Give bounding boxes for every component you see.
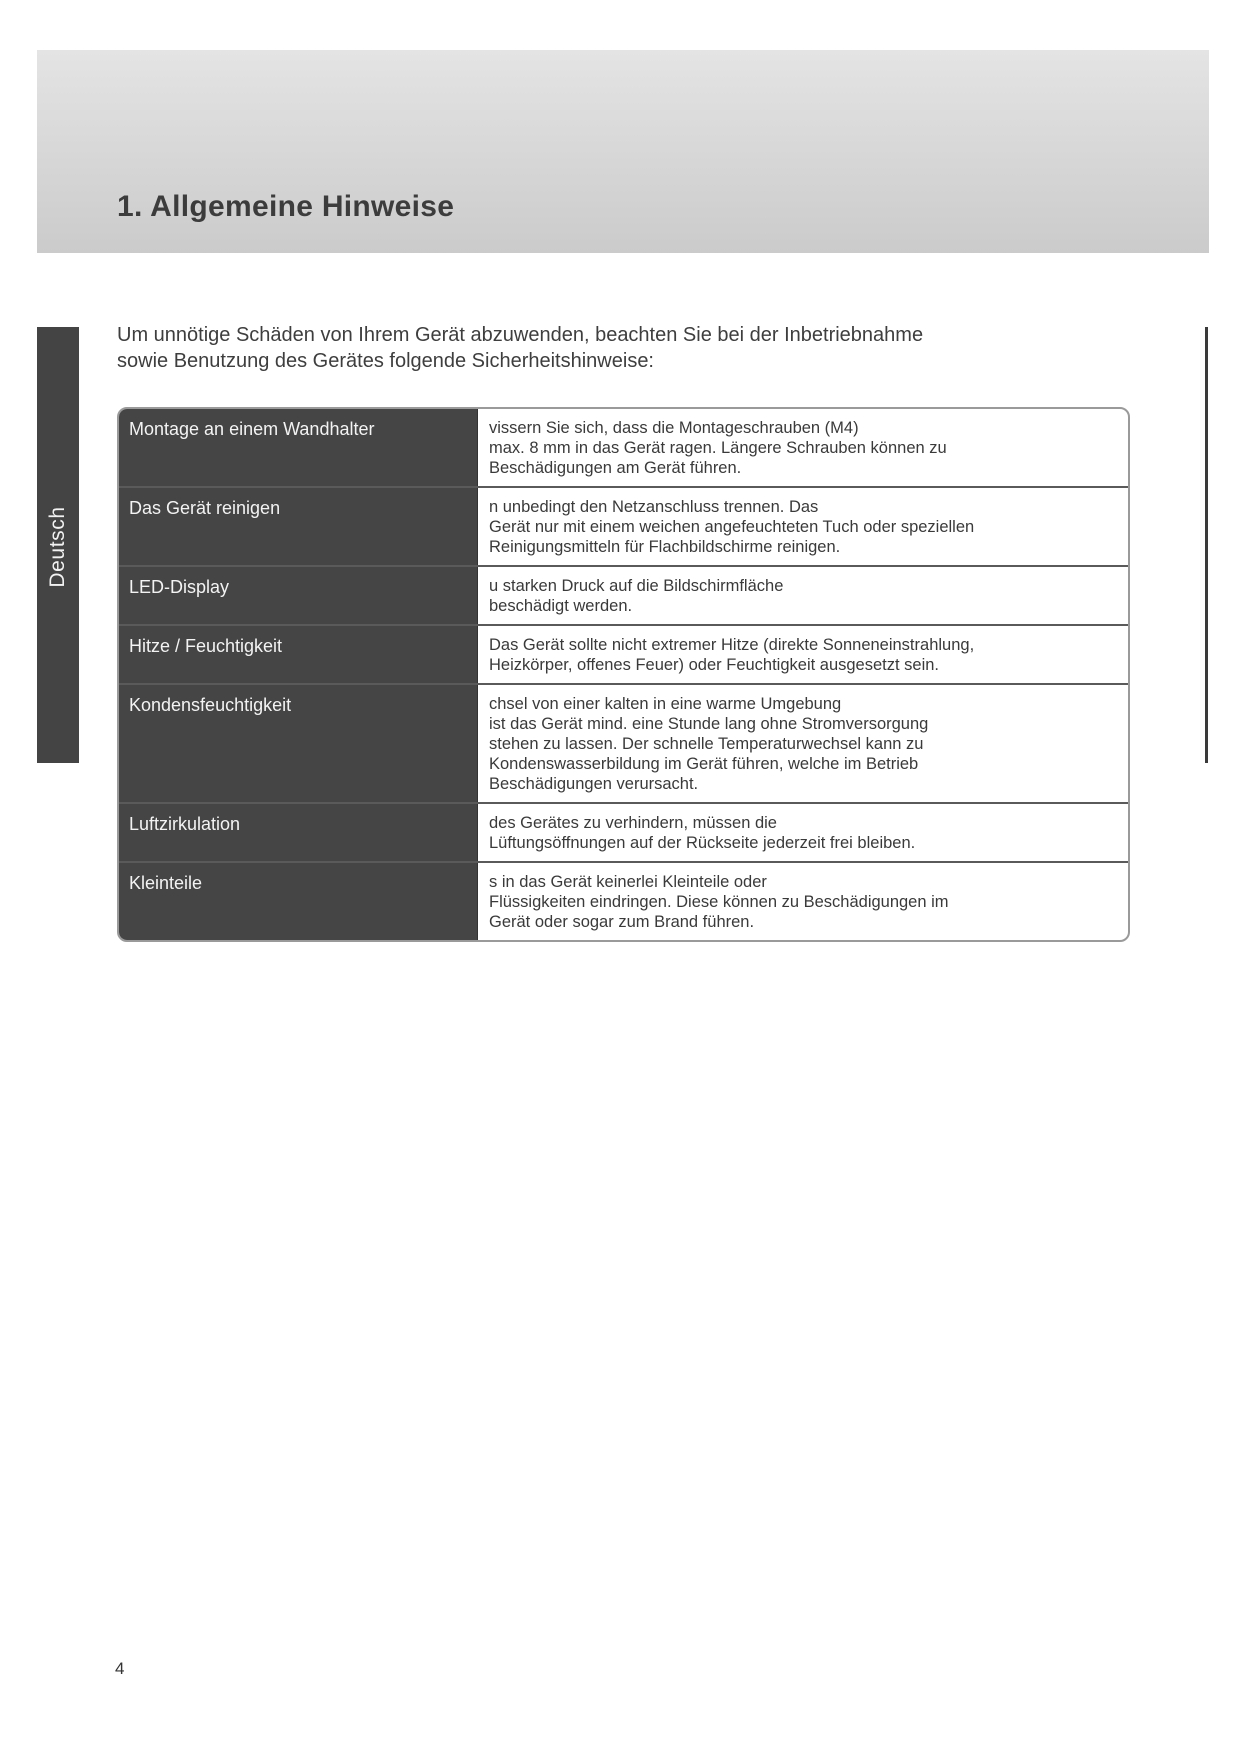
safety-text-line: Gerät oder sogar zum Brand führen. <box>489 913 755 931</box>
safety-text-line: Lüftungsöffnungen auf der Rückseite jederzeit frei bleiben. <box>489 834 916 852</box>
safety-row-label: Kleinteile <box>119 863 478 940</box>
language-side-tab <box>37 327 79 763</box>
safety-text-line: ist das Gerät mind. eine Stunde lang ohne Stromversorgung <box>489 715 929 733</box>
safety-instructions-table <box>117 407 1130 942</box>
safety-row-led-display <box>119 565 1128 624</box>
safety-text-line: Beschädigungen am Gerät führen. <box>489 459 742 477</box>
safety-row-cleaning <box>119 486 1128 565</box>
safety-row-label: Hitze / Feuchtigkeit <box>119 626 478 683</box>
safety-row-text <box>478 409 1128 486</box>
right-margin-rule <box>1205 327 1208 763</box>
intro-paragraph <box>117 322 1117 374</box>
intro-line-2: sowie Benutzung des Gerätes folgende Sicherheitshinweise: <box>117 350 654 372</box>
safety-text-line: max. 8 mm in das Gerät ragen. Längere Schrauben können zu <box>489 439 947 457</box>
safety-row-condensation <box>119 683 1128 802</box>
safety-text-line: s in das Gerät keinerlei Kleinteile oder <box>489 873 767 891</box>
safety-row-text <box>478 626 1128 683</box>
intro-line-1: Um unnötige Schäden von Ihrem Gerät abzuwenden, beachten Sie bei der Inbetriebnahme <box>117 324 924 346</box>
safety-text-line: Flüssigkeiten eindringen. Diese können zu Beschädigungen im <box>489 893 949 911</box>
safety-text-line: Heizkörper, offenes Feuer) oder Feuchtigkeit ausgesetzt sein. <box>489 656 940 674</box>
safety-row-label: Montage an einem Wandhalter <box>119 409 478 486</box>
safety-text-line: Beschädigungen verursacht. <box>489 775 699 793</box>
safety-row-wall-mount <box>119 409 1128 486</box>
safety-text-line: Kondenswasserbildung im Gerät führen, welche im Betrieb <box>489 755 919 773</box>
safety-row-text <box>478 488 1128 565</box>
safety-row-text <box>478 804 1128 861</box>
safety-row-text <box>478 863 1128 940</box>
safety-row-air-circulation <box>119 802 1128 861</box>
safety-row-small-parts <box>119 861 1128 940</box>
safety-row-label: LED-Display <box>119 567 478 624</box>
safety-text-line: stehen zu lassen. Der schnelle Temperaturwechsel kann zu <box>489 735 924 753</box>
safety-row-label: Das Gerät reinigen <box>119 488 478 565</box>
safety-text-line: vissern Sie sich, dass die Montageschrauben (M4) <box>489 419 859 437</box>
safety-text-line: Das Gerät sollte nicht extremer Hitze (direkte Sonneneinstrahlung, <box>489 636 975 654</box>
safety-row-heat-humidity <box>119 624 1128 683</box>
safety-row-text <box>478 567 1128 624</box>
language-side-tab-label: Deutsch <box>46 506 69 588</box>
safety-text-line: beschädigt werden. <box>489 597 633 615</box>
safety-text-line: Gerät nur mit einem weichen angefeuchteten Tuch oder speziellen <box>489 518 975 536</box>
safety-text-line: chsel von einer kalten in eine warme Umgebung <box>489 695 842 713</box>
safety-text-line: des Gerätes zu verhindern, müssen die <box>489 814 777 832</box>
chapter-title: 1. Allgemeine Hinweise <box>117 190 455 223</box>
safety-row-label: Kondensfeuchtigkeit <box>119 685 478 802</box>
page-number: 4 <box>115 1659 125 1678</box>
safety-text-line: Reinigungsmitteln für Flachbildschirme reinigen. <box>489 538 841 556</box>
safety-row-label: Luftzirkulation <box>119 804 478 861</box>
safety-row-text <box>478 685 1128 802</box>
safety-text-line: u starken Druck auf die Bildschirmfläche <box>489 577 784 595</box>
safety-text-line: n unbedingt den Netzanschluss trennen. Das <box>489 498 819 516</box>
